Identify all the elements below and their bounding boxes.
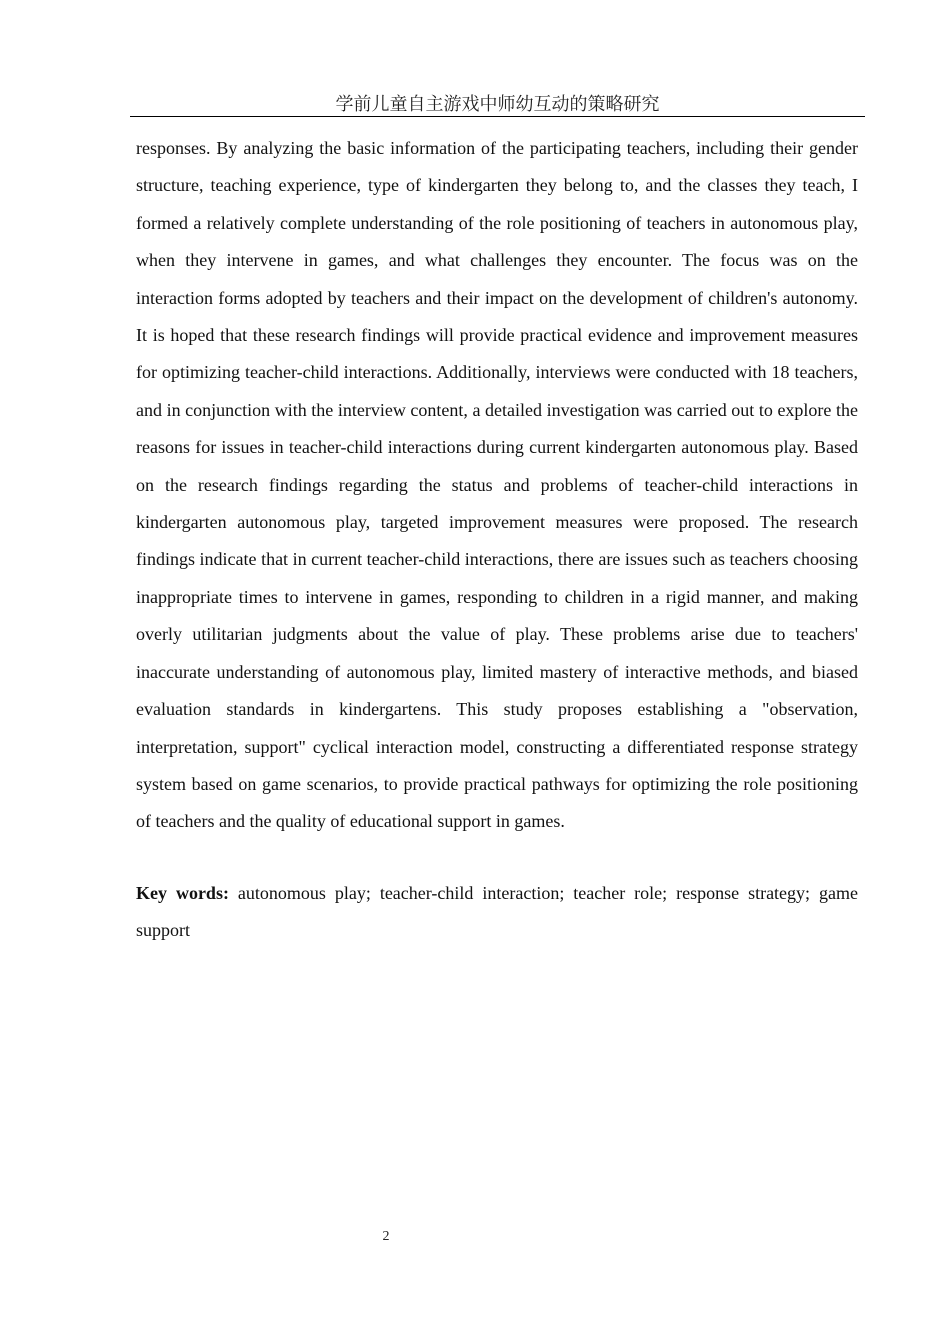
keywords-label: Key words:	[136, 883, 229, 903]
abstract-body-text: responses. By analyzing the basic information of the participating teachers, including their gender structure, teaching experience, type of kindergarten they belong to, and the classes they teach, I formed a relatively complete understanding of the role positioning of teachers in autonomous play, when they intervene in games, and what challenges they encounter. The focus was on the interaction forms adopted by teachers and their impact on the development of children's autonomy. It is hoped that these research findings will provide practical evidence and improvement measures for optimizing teacher-child interactions. Additionally, interviews were conducted with 18 teachers, and in conjunction with the interview content, a detailed investigation was carried out to explore the reasons for issues in teacher-child interactions during current kindergarten autonomous play. Based on the research findings regarding the status and problems of teacher-child interactions in kindergarten autonomous play, targeted improvement measures were proposed. The research findings indicate that in current teacher-child interactions, there are issues such as teachers choosing inappropriate times to intervene in games, responding to children in a rigid manner, and making overly utilitarian judgments about the value of play. These problems arise due to teachers' inaccurate understanding of autonomous play, limited mastery of interactive methods, and biased evaluation standards in kindergartens. This study proposes establishing a "observation, interpretation, support" cyclical interaction model, constructing a differentiated response strategy system based on game scenarios, to provide practical pathways for optimizing the role positioning of teachers and the quality of educational support in games.	[136, 138, 858, 832]
keywords-list: autonomous play; teacher-child interaction; teacher role; response strategy; game support	[136, 883, 858, 941]
page-number: 2	[382, 1229, 390, 1244]
keywords-paragraph	[136, 875, 858, 950]
page-header-title: 学前儿童自主游戏中师幼互动的策略研究	[130, 92, 865, 117]
